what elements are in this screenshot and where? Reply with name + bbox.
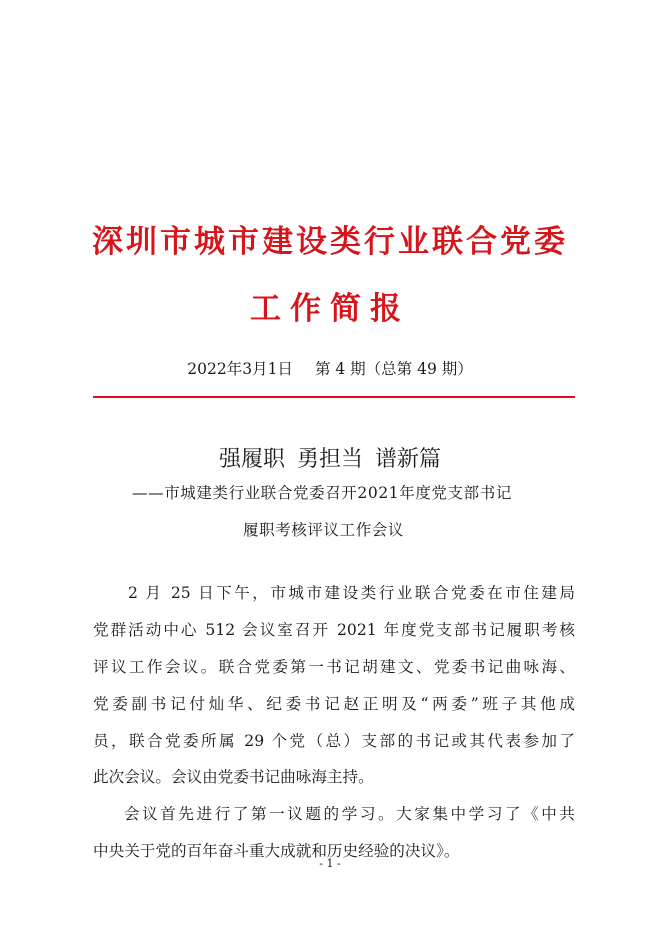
article-headline [0,445,660,475]
paragraph-line: 此次会议。会议由党委书记曲咏海主持。 [93,768,374,786]
paragraph-line: 中央关于党的百年奋斗重大成就和历史经验的决议》。 [93,842,460,860]
paragraph-line: 党群活动中心 512 会议室召开 2021 年度党支部书记履职考核 [93,621,575,639]
page-number: - 1 - [319,857,341,870]
bulletin-title: 工作简报 [250,291,410,327]
headline-part-1: 强履职 [218,447,285,472]
headline-part-3: 谱新篇 [375,447,442,472]
headline-part-2: 勇担当 [296,447,363,472]
paragraph-line: 2 月 25 日下午，市城市建设类行业联合党委在市住建局 [128,584,575,602]
issue-date: 2022年3月1日 [187,360,293,378]
paragraph-line: 员，联合党委所属 29 个党（总）支部的书记或其代表参加了 [93,732,575,750]
issue-number: 第 4 期（总第 49 期） [314,360,473,378]
article-subheadline-line-2: 履职考核评议工作会议 [243,521,405,539]
paragraph-line: 会议首先进行了第一议题的学习。大家集中学习了《中共 [124,805,575,823]
issue-line [0,358,660,380]
paragraph-line: 党委副书记付灿华、纪委书记赵正明及“两委”班子其他成 [93,695,575,713]
organization-title: 深圳市城市建设类行业联合党委 [92,224,568,260]
paragraph-line: 评议工作会议。联合党委第一书记胡建文、党委书记曲咏海、 [93,658,575,676]
article-subheadline-line-1: ——市城建类行业联合党委召开2021年度党支部书记 [132,484,512,502]
header-divider [93,396,575,398]
